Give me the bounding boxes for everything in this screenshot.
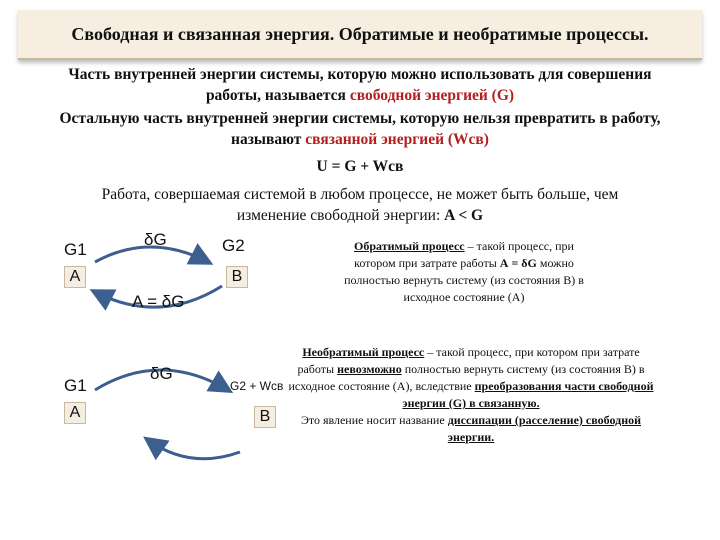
work-line-2-text: изменение свободной энергии: [236, 207, 441, 224]
irreversible-process-description [286, 344, 656, 446]
reversible-desc-1: – такой процесс, при котором при затрате работы [354, 239, 574, 270]
irreversible-g1-label: G1 [64, 376, 87, 395]
irreversible-transform: преобразования части свободной энергии (G) в связанную. [402, 379, 654, 410]
irreversible-desc-2: полностью вернуть систему (из состояния В) в исходное состояние (А), вследствие [288, 362, 645, 393]
work-line-1: Работа, совершаемая системой в любом процессе, не может быть больше, чем [101, 186, 619, 203]
bound-energy-text: Остальную часть внутренней энергии системы, которую нельзя превратить в работу, называют [59, 110, 661, 148]
irreversible-term: Необратимый процесс [302, 345, 425, 359]
reversible-work-eq: A = δG [132, 292, 185, 311]
reversible-process-description [336, 238, 592, 306]
reversible-term: Обратимый процесс [354, 239, 465, 253]
irreversible-g2-label: G2 + Wсв [230, 379, 284, 393]
irreversible-back-arrow [148, 440, 240, 459]
reversible-delta-g: δG [144, 230, 167, 249]
reversible-state-a: A [64, 266, 86, 288]
free-energy-text: Часть внутренней энергии системы, которую можно использовать для совершения работы, называется [68, 66, 652, 104]
irreversible-impossible: невозможно [337, 362, 402, 376]
reversible-state-b: B [226, 266, 248, 288]
irreversible-state-a: A [64, 402, 86, 424]
energy-formula: U = G + Wсв [316, 158, 404, 175]
reversible-g2-label: G2 [222, 236, 245, 255]
reversible-eq: А = δG [499, 256, 537, 270]
dissipation-pre: Это явление носит название [300, 413, 448, 427]
irreversible-desc-1: – такой процесс, при котором при затрате работы [297, 345, 640, 376]
irreversible-state-b: B [254, 406, 276, 428]
work-inequality: A < G [444, 207, 484, 224]
slide-title: Свободная и связанная энергия. Обратимые и необратимые процессы. [71, 23, 649, 44]
bound-energy-term: связанной энергией (Wсв) [305, 131, 489, 148]
dissipation-term: диссипации (расселение) свободной энергии. [447, 413, 642, 444]
reversible-g1-label: G1 [64, 240, 87, 259]
reversible-desc-2: можно полностью вернуть систему (из состояния В) в исходное состояние (А) [344, 256, 584, 304]
free-energy-term: свободной энергией (G) [349, 87, 515, 104]
irreversible-delta-g: δG [150, 364, 173, 383]
